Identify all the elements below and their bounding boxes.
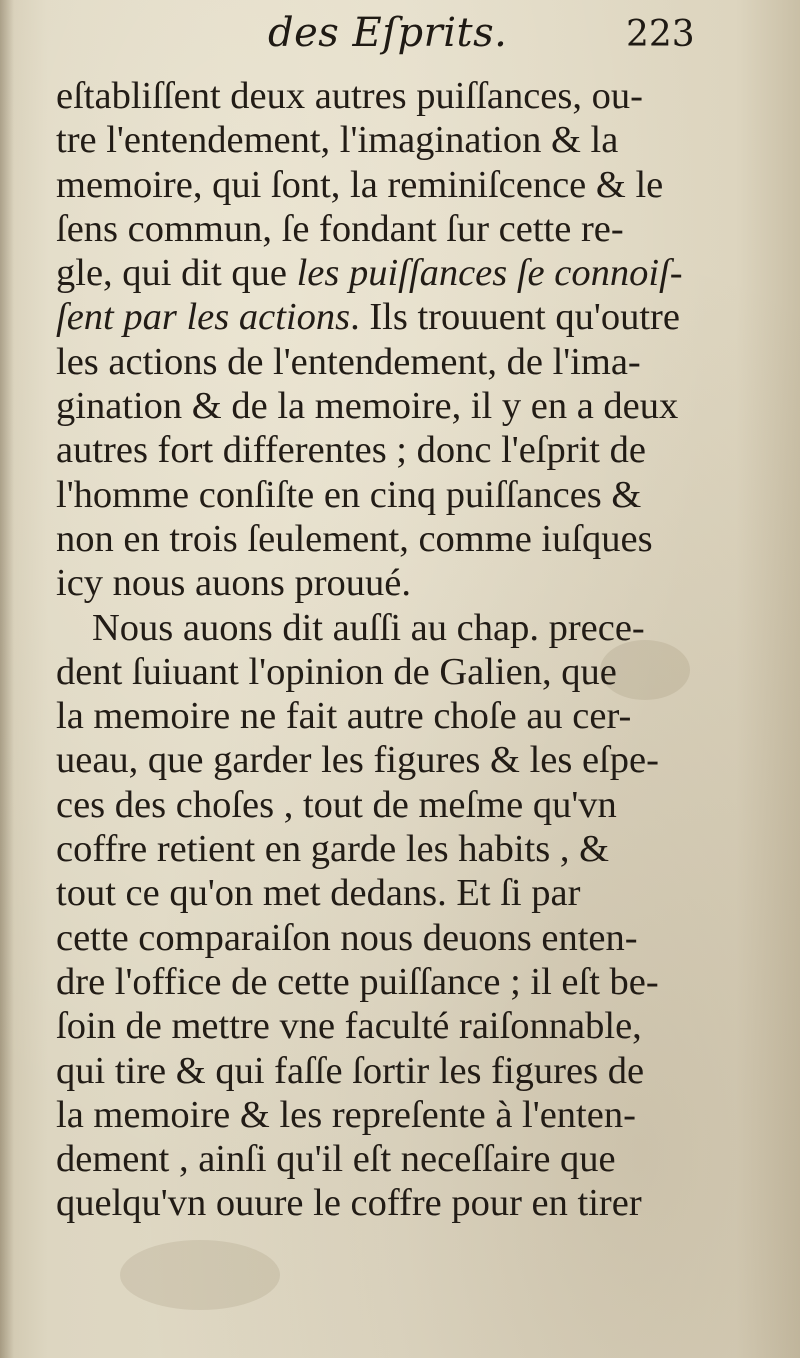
text-line	[56, 1049, 746, 1093]
text-segment: l'homme conſiſte en cinq puiſſances &	[56, 473, 642, 516]
text-segment: autres fort differentes ; donc l'eſprit de	[56, 429, 646, 472]
text-line	[56, 428, 746, 472]
text-line	[56, 561, 746, 605]
text-segment: ueau, que garder les figures & les eſpe-	[56, 739, 659, 782]
text-line	[56, 783, 746, 827]
paper-stain	[120, 1240, 280, 1310]
text-line	[56, 207, 746, 251]
text-segment: dent ſuiuant l'opinion de Galien, que	[56, 650, 617, 693]
text-line	[56, 960, 746, 1004]
page-number: 223	[626, 14, 695, 55]
text-segment: . Ils trouuent qu'outre	[350, 296, 680, 339]
text-segment: eſtabliſſent deux autres puiſſances, ou-	[56, 75, 643, 117]
text-line	[56, 384, 746, 428]
text-segment: cette comparaiſon nous deuons enten-	[56, 916, 638, 959]
text-line	[56, 1093, 746, 1137]
text-line	[56, 251, 746, 295]
text-line	[56, 118, 746, 162]
text-line	[56, 1004, 746, 1048]
text-line	[56, 74, 746, 118]
text-segment: tre l'entendement, l'imagination & la	[56, 119, 619, 162]
text-line	[56, 916, 746, 960]
text-line	[56, 650, 746, 694]
text-segment: non en trois ſeulement, comme iuſques	[56, 517, 653, 560]
text-segment: la memoire & les repreſente à l'enten-	[56, 1093, 636, 1136]
text-segment: gle, qui dit que	[56, 252, 297, 295]
text-segment: ces des choſes , tout de meſme qu'vn	[56, 783, 617, 826]
text-segment: ſens commun, ſe fondant ſur cette re-	[56, 207, 624, 250]
text-segment: icy nous auons prouué.	[56, 562, 411, 605]
text-segment: qui tire & qui faſſe ſortir les figures de	[56, 1049, 645, 1092]
text-line	[56, 606, 746, 650]
text-segment: dre l'office de cette puiſſance ; il eſt be-	[56, 960, 659, 1003]
text-line	[56, 827, 746, 871]
text-line	[56, 295, 746, 339]
text-segment: la memoire ne fait autre choſe au cer-	[56, 695, 632, 738]
text-line	[56, 473, 746, 517]
text-segment: gination & de la memoire, il y en a deux	[56, 385, 679, 428]
gutter-shadow	[0, 0, 14, 1358]
text-segment: ſoin de mettre vne faculté raiſonnable,	[56, 1005, 642, 1048]
text-line	[56, 694, 746, 738]
text-segment: tout ce qu'on met dedans. Et ſi par	[56, 872, 581, 915]
text-segment: memoire, qui ſont, la reminiſcence & le	[56, 163, 664, 206]
text-line	[56, 738, 746, 782]
running-title: des Eſprits.	[268, 10, 508, 56]
text-segment: quelqu'vn ouure le coffre pour en tirer	[56, 1182, 642, 1225]
italic-segment: les puiſſances ſe connoiſ-	[296, 252, 683, 295]
text-line	[56, 1137, 746, 1181]
text-segment: les actions de l'entendement, de l'ima-	[56, 340, 641, 383]
text-segment: coffre retient en garde les habits , &	[56, 828, 610, 871]
text-segment: Nous auons dit auſſi au chap. prece-	[92, 606, 645, 649]
body-text	[56, 74, 746, 1226]
text-segment: dement , ainſi qu'il eſt neceſſaire que	[56, 1138, 616, 1181]
running-head	[0, 10, 800, 70]
text-line	[56, 871, 746, 915]
italic-segment: ſent par les actions	[56, 296, 351, 339]
text-line	[56, 163, 746, 207]
text-line	[56, 517, 746, 561]
text-line	[56, 1181, 746, 1225]
text-line	[56, 340, 746, 384]
